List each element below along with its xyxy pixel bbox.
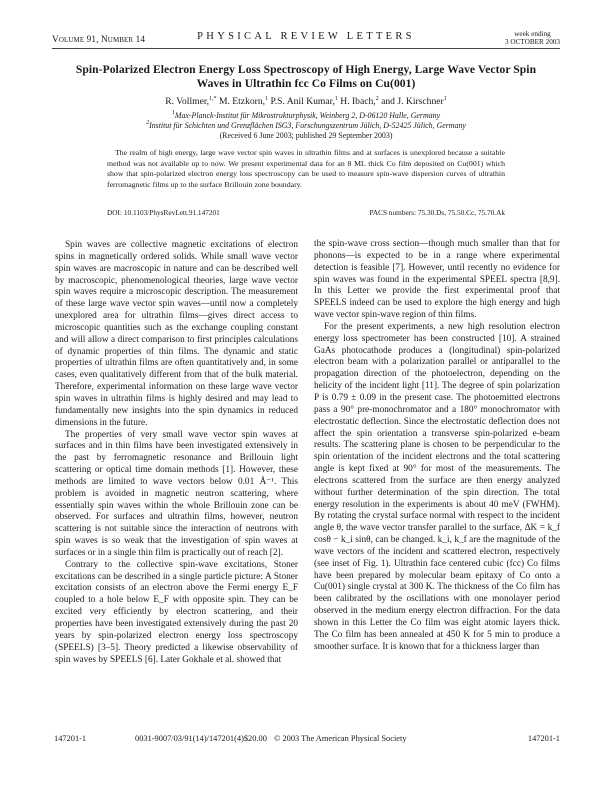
paragraph: Contrary to the collective spin-wave excitations, Stoner excitations can be described in a single particle picture: A Stoner excitation consists of an electron above the Fermi energy E_F coupled to a hole below E_F with opposite spin. They can be excited very efficiently by electron scattering, and their properties have been investigated extensively during the past 20 years by spin-polarized electron energy loss spectroscopy (SPEELS) [3–5]. Theory predicted a likewise observability of spin waves by SPEELS [6]. Later Gokhale et al. showed that	[55, 559, 298, 665]
affiliation: $^2$Institut für Schichten und Grenzflächen ISG3, Forschungszentrum Jülich, D-52425 Jülich, Germany	[146, 120, 466, 130]
volume-number: Volume 91, Number 14	[52, 35, 146, 45]
body-column-left	[55, 240, 298, 666]
author-list	[40, 96, 572, 107]
pacs-numbers: PACS numbers: 75.30.Ds, 75.50.Cc, 75.70.Ak	[369, 208, 505, 217]
running-header	[52, 28, 560, 49]
received-dates: (Received 6 June 2003; published 29 September 2003)	[219, 131, 393, 140]
page-number-right: 147201-1	[527, 734, 560, 743]
issue-date	[505, 30, 560, 46]
title-line: Spin-Polarized Electron Energy Loss Spectroscopy of High Energy, Large Wave Vector Spin	[75, 63, 537, 76]
author: M. Etzkorn,$^1$	[218, 96, 269, 107]
paper-title	[40, 63, 572, 91]
author: P.S. Anil Kumar,$^1$	[270, 96, 338, 107]
week-ending-label: week ending	[514, 30, 551, 38]
copyright-notice: © 2003 The American Physical Society	[274, 734, 407, 743]
journal-name: PHYSICAL REVIEW LETTERS	[197, 31, 415, 42]
author: and J. Kirschner$^1$	[381, 96, 447, 107]
affiliation: $^1$Max-Planck-Institut für Mikrostrukturphysik, Weinberg 2, D-06120 Halle, Germany	[171, 110, 441, 120]
author: R. Vollmer,$^{1,*}$	[165, 96, 217, 107]
paragraph: the spin-wave cross section—though much smaller than that for phonons—is expected to be in a range where experimental detection is feasible [7]. However, until recently no evidence for spin waves was found in the experimental SPEEL spectra [8,9]. In this Letter we provide the first experimental proof that SPEELS indeed can be used to explore the high energy and high wave vector spin-wave region of thin films.	[314, 239, 560, 321]
doi-link[interactable]: DOI: 10.1103/PhysRevLett.91.147201	[107, 208, 220, 217]
paragraph: For the present experiments, a new high resolution electron energy loss spectrometer has been constructed [10]. A strained GaAs photocathode produces a (longitudinal) spin-polarized electron beam with a polarization parallel or antiparallel to the propagation direction of the photoelectron, depending on the helicity of the incident light [11]. The degree of spin polarization P is 0.79 ± 0.09 in the present case. The photoemitted electrons pass a 90° pre-monochromator and a 180° monochromator with electrostatic deflection. Since the electrostatic deflection does not affect the spin orientation a transverse spin-polarized e-beam results. The scattering plane is chosen to be perpendicular to the spin orientation of the incident electrons and the total scattering angle is kept fixed at 90° for most of the measurements. The electrons scattered from the surface are then energy analyzed without further determination of the spin direction. The total energy resolution in the experiments is about 40 meV (FWHM). By rotating the crystal surface normal with respect to the incident angle θ, the wave vector transfer parallel to the surface, ΔK = k_f cosθ − k_i sinθ, can be changed. k_i, k_f are the magnitude of the wave vectors of the incident and scattered electron, respectively (see inset of Fig. 1). Ultrathin face centered cubic (fcc) Co films have been prepared by molecular beam epitaxy of Co onto a Cu(001) single crystal at 300 K. The thickness of the Co film has been calibrated by the oscillations with one monolayer period observed in the medium energy electron diffraction. For the data shown in this Letter the Co film was eight atomic layers thick. The Co film has been annealed at 450 K for 5 min to produce a smoother surface. It is known that for a thickness larger than	[314, 321, 560, 652]
page-number-left: 147201-1	[54, 734, 87, 743]
title-line: Waves in Ultrathin fcc Co Films on Cu(001)	[196, 77, 416, 90]
page-footer	[52, 734, 560, 746]
issn-code: 0031-9007/03/91(14)/147201(4)$20.00	[135, 734, 267, 743]
paragraph: Spin waves are collective magnetic excitations of electron spins in magnetically ordered solids. While small wave vector spin waves are macroscopic in nature and can be described well by macroscopic, phenomenological theories, large wave vector spin waves require a microscopic description. The measurement of these large wave vector spin waves—until now a completely unexplored area for ultrathin films—gives direct access to microscopic quantities such as the exchange coupling constant and will allow a direct comparison to first principles calculations of dynamic properties of thin films. The dynamic and static properties of ultrathin films are often quantitatively and, in some cases, even qualitatively different from that of the bulk material. Therefore, experimental information on these large wave vector spin waves in ultrathin films is highly desired and may lead to fundamentally new insights into the spin dynamics in reduced dimensions in the future.	[55, 240, 298, 428]
author: H. Ibach,$^2$	[340, 96, 379, 107]
paragraph: The properties of very small wave vector spin waves at surfaces and in thin films have been investigated extensively in the past by ferromagnetic resonance and Brillouin light scattering or optical time domain methods [1]. However, these methods are limited to wave vectors below 0.01 Å⁻¹. This problem is avoided in magnetic neutron scattering, where essentially spin waves within the whole Brillouin zone can be observed. For surfaces and ultrathin films, however, neutron scattering is not suitable since the interaction of neutrons with spin waves is so weak that the investigation of spin waves at surfaces or in a single thin film is practically out of reach [2].	[55, 429, 298, 558]
body-column-right	[314, 239, 560, 654]
issue-date-value: 3 OCTOBER 2003	[505, 38, 560, 46]
abstract: The realm of high energy, large wave vector spin waves in ultrathin films and at surfaces is unexplored because a suitable method was not available up to now. We present experimental data for an 8 ML thick Co film deposited on Cu(001) which show that spin-polarized electron energy loss spectroscopy can be used to measure spin-wave dispersion curves of ultrathin ferromagnetic films up to the surface Brillouin zone boundary.	[107, 148, 505, 189]
